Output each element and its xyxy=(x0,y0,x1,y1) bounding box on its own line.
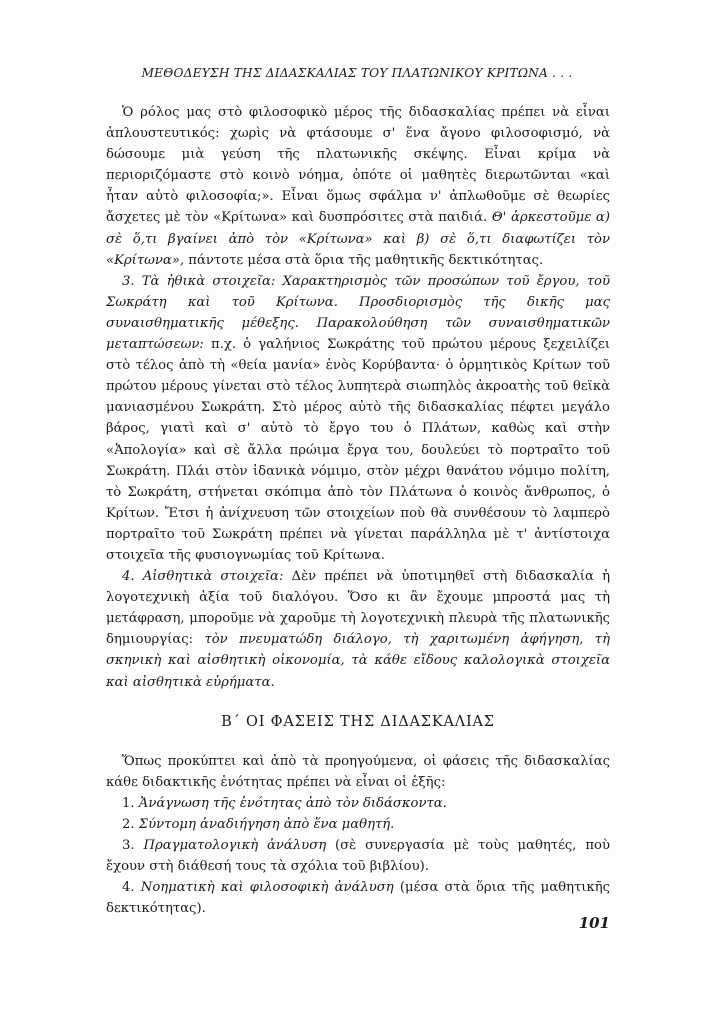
phase-item xyxy=(106,835,610,877)
paragraph-aesthetic-elements xyxy=(106,566,610,693)
paragraph-italic: 3. Τὰ ἠθικὰ στοιχεῖα: Χαρακτηρισμὸς τῶν προσώπων τοῦ ἔργου, τοῦ Σωκράτη καὶ τοῦ Κρίτωνα. Προσδιορισμὸς τῆς δικῆς μας συναισθηματικῆς μέθεξης. Παρακολούθηση τῶν συναισθηματικῶν μεταπτώσεων: xyxy=(106,273,610,353)
page-body xyxy=(106,102,610,919)
phase-number: 2. xyxy=(122,816,135,832)
paragraph-tail: τὸν πνευματώδη διάλογο, τὴ χαριτωμένη ἀφήγηση, τὴ σκηνικὴ καὶ αἰσθητικὴ οἰκονομία, τὰ κάθε εἴδους καλολογικὰ στοιχεῖα καὶ αἰσθητικὰ εὑρήματα. xyxy=(106,632,610,690)
phase-title: Ἀνάγνωση τῆς ἑνότητας ἀπὸ τὸν διδάσκοντα. xyxy=(138,795,447,811)
phase-title: Νοηματικὴ καὶ φιλοσοφικὴ ἀνάλυση xyxy=(140,880,394,896)
paragraph-italic: 4. Αἰσθητικὰ στοιχεῖα: xyxy=(122,569,284,585)
paragraph-ethical-elements xyxy=(106,271,610,566)
phase-number: 4. xyxy=(122,880,135,896)
paragraph-tail: πάντοτε μέσα στὰ ὅρια τῆς μαθητικῆς δεκτικότητας. xyxy=(188,252,544,268)
section-intro: Ὅπως προκύπτει καὶ ἀπὸ τὰ προηγούμενα, οἱ φάσεις τῆς διδασκαλίας κάθε διδακτικῆς ἑνότητας πρέπει νὰ εἶναι οἱ ἑξῆς: xyxy=(106,753,610,790)
section-title: Β΄ ΟΙ ΦΑΣΕΙΣ ΤΗΣ ΔΙΔΑΣΚΑΛΙΑΣ xyxy=(221,713,495,730)
phase-item xyxy=(106,877,610,919)
phase-item xyxy=(106,793,610,814)
running-header: ΜΕΘΟΔΕΥΣΗ ΤΗΣ ΔΙΔΑΣΚΑΛΙΑΣ ΤΟΥ ΠΛΑΤΩΝΙΚΟΥ ΚΡΙΤΩΝΑ . . . xyxy=(141,66,573,80)
phase-detail: (σὲ συνεργασία μὲ τοὺς μαθητές, ποὺ ἔχουν στὴ διάθεσή τους τὰ σχόλια τοῦ βιβλίου). xyxy=(106,838,610,875)
paragraph-philosophy xyxy=(106,102,610,271)
phase-title: Πραγματολογικὴ ἀνάλυση xyxy=(143,838,327,853)
paragraph-text: π.χ. ὁ γαλήνιος Σωκράτης τοῦ πρώτου μέρους ξεχειλίζει στὸ τέλος ἀπὸ τὴ «θεία μανία» ἑνὸς Κορύβαντα· ὁ ὁρμητικὸς Κρίτων τοῦ πρώτου μέρους γίνεται στὸ τέλος λυπητερὰ σιωπηλὸς ἀκροατὴς τοῦ θεϊκὰ μανιασμένου Σωκράτη. Στὸ μέρος αὐτὸ τῆς διδασκαλίας πέφτει μεγάλο βάρος, γιατὶ καὶ σ' αὐτὸ τὸ ἔργο του ὁ Πλάτων, καθὼς καὶ στὴν «Ἀπολογία» καὶ σὲ ἄλλα πρώιμα ἔργα του, δουλεύει τὸ πορτραῖτο τοῦ Σωκράτη. Πλάι στὸν ἰδανικὰ νόμιμο, στὸν μέχρι θανάτου νόμιμο πολίτη, τὸ Σωκράτη, στήνεται σκόπιμα ἀπὸ τὸν Πλάτωνα ὁ κοινὸς ἄνθρωπος, ὁ Κρίτων. Ἔτσι ἡ ἀνίχνευση τῶν στοιχείων ποὺ θὰ συνθέσουν τὸ λαμπερὸ πορτραῖτο τοῦ Σωκράτη πρέπει νὰ γίνεται παράλληλα μὲ τ' ἀντίστοιχα στοιχεῖα τῆς φυσιογνωμίας τοῦ Κρίτωνα. xyxy=(106,337,610,563)
page-number: 101 xyxy=(578,914,610,932)
phase-number: 3. xyxy=(122,838,135,853)
phase-title: Σύντομη ἀναδιήγηση ἀπὸ ἕνα μαθητή. xyxy=(138,816,395,832)
phase-number: 1. xyxy=(122,795,135,811)
paragraph-text: Δὲν πρέπει νὰ ὑποτιμηθεῖ στὴ διδασκαλία ἡ λογοτεχνικὴ ἀξία τοῦ διαλόγου. Ὅσο κι ἂν ἔχουμε μπροστά μας τὴ μετάφραση, μποροῦμε νὰ χαροῦμε τὴ λογοτεχνικὴ πλευρὰ τῆς πλατωνικῆς δημιουργίας: xyxy=(106,569,610,648)
paragraph-text: Ὁ ρόλος μας στὸ φιλοσοφικὸ μέρος τῆς διδασκαλίας πρέπει νὰ εἶναι ἁπλουστευτικός: χωρὶς νὰ φτάσουμε σ' ἕνα ἄγονο φιλοσοφισμό, νὰ δώσουμε μιὰ γεύση τῆς πλατωνικῆς σκέψης. Εἶναι κρίμα νὰ περιοριζόμαστε στὸ κοινὸ νόημα, ὁπότε οἱ μαθητὲς διερωτῶνται «καὶ ἦταν αὐτὸ φιλοσοφία;». Εἶναι ὅμως σφάλμα ν' ἁπλωθοῦμε σὲ θεωρίες ἄσχετες μὲ τὸν «Κρίτωνα» καὶ δυσπρόσιτες στὰ παιδιά. xyxy=(106,105,610,226)
phase-detail: (μέσα στὰ ὅρια τῆς μαθητικῆς δεκτικότητας). xyxy=(106,880,610,917)
phase-item xyxy=(106,814,610,835)
paragraph-italic: Θ' ἀρκεστοῦμε α) σὲ ὅ,τι βγαίνει ἀπὸ τὸν «Κρίτωνα» καὶ β) σὲ ὅ,τι διαφωτίζει τὸν «Κρίτωνα», xyxy=(106,210,610,268)
